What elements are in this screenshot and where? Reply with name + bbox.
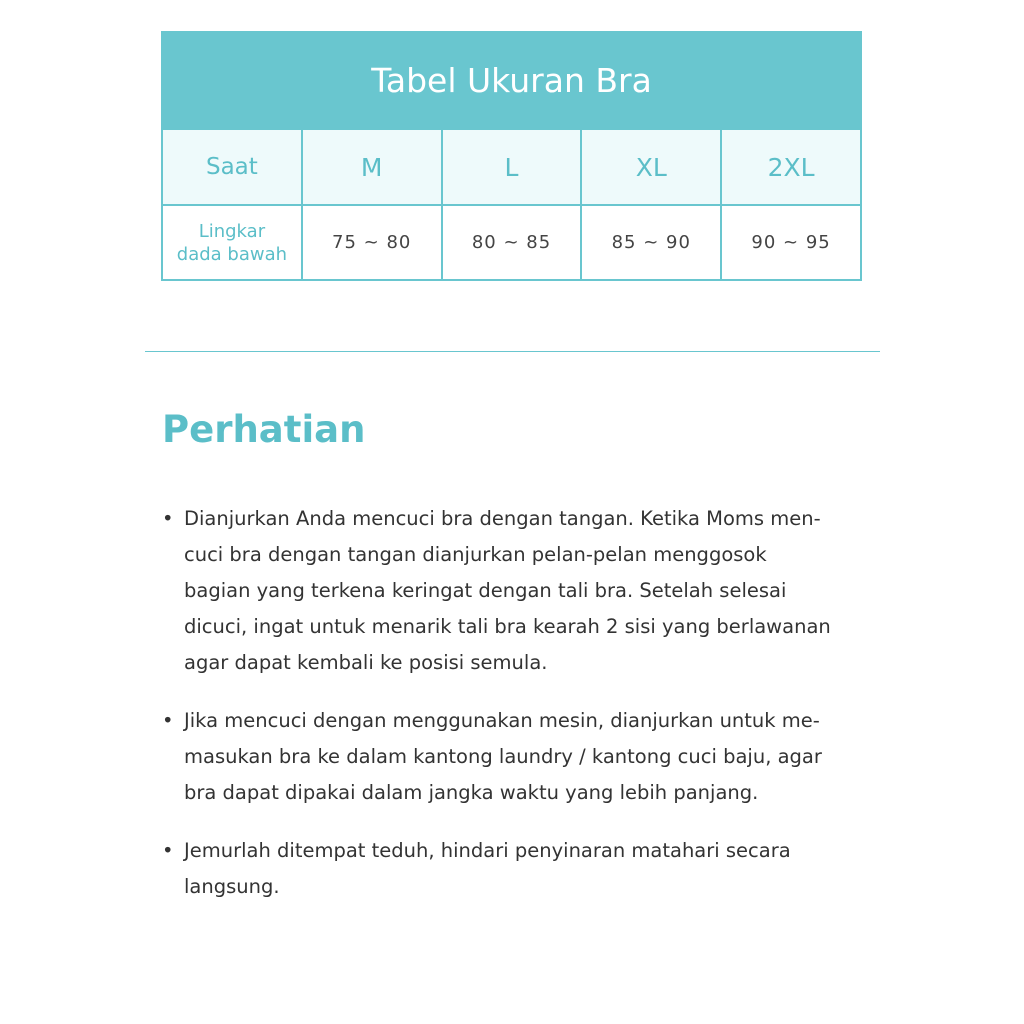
size-table-header-row [162,129,861,205]
underbust-value-xl: 85 ~ 90 [581,205,721,280]
notice-line: masukan bra ke dalam kantong laundry / kantong cuci baju, agar [184,745,822,768]
size-header-l: L [442,129,582,205]
size-header-m: M [302,129,442,205]
notice-line: Jemurlah ditempat teduh, hindari penyinaran matahari secara [184,839,791,862]
section-divider [145,351,880,352]
size-table-title-row [162,32,861,129]
notice-line: Jika mencuci dengan menggunakan mesin, dianjurkan untuk me- [184,709,820,732]
size-header-label: Saat [162,129,302,205]
size-table-title: Tabel Ukuran Bra [162,32,861,129]
underbust-value-m: 75 ~ 80 [302,205,442,280]
notice-line: bra dapat dipakai dalam jangka waktu yang lebih panjang. [184,781,759,804]
notice-line: agar dapat kembali ke posisi semula. [184,651,548,674]
notice-line: langsung. [184,875,280,898]
underbust-label [162,205,302,280]
size-header-2xl: 2XL [721,129,861,205]
notice-item-hand-wash [162,501,864,681]
bullet-icon: • [162,839,174,862]
size-table-data-row [162,205,861,280]
notice-title: Perhatian [162,408,366,451]
notice-line: cuci bra dengan tangan dianjurkan pelan-pelan menggosok [184,543,767,566]
underbust-value-l: 80 ~ 85 [442,205,582,280]
underbust-value-2xl: 90 ~ 95 [721,205,861,280]
bullet-icon: • [162,709,174,732]
size-table [161,31,862,281]
notice-line: Dianjurkan Anda mencuci bra dengan tangan. Ketika Moms men- [184,507,821,530]
notice-item-drying [162,833,864,905]
notice-list [162,501,864,927]
notice-line: bagian yang terkena keringat dengan tali bra. Setelah selesai [184,579,787,602]
size-header-xl: XL [581,129,721,205]
underbust-label-line2: dada bawah [176,243,288,265]
notice-line: dicuci, ingat untuk menarik tali bra kearah 2 sisi yang berlawanan [184,615,831,638]
bullet-icon: • [162,507,174,530]
notice-item-machine-wash [162,703,864,811]
underbust-label-line1: Lingkar [198,220,266,242]
